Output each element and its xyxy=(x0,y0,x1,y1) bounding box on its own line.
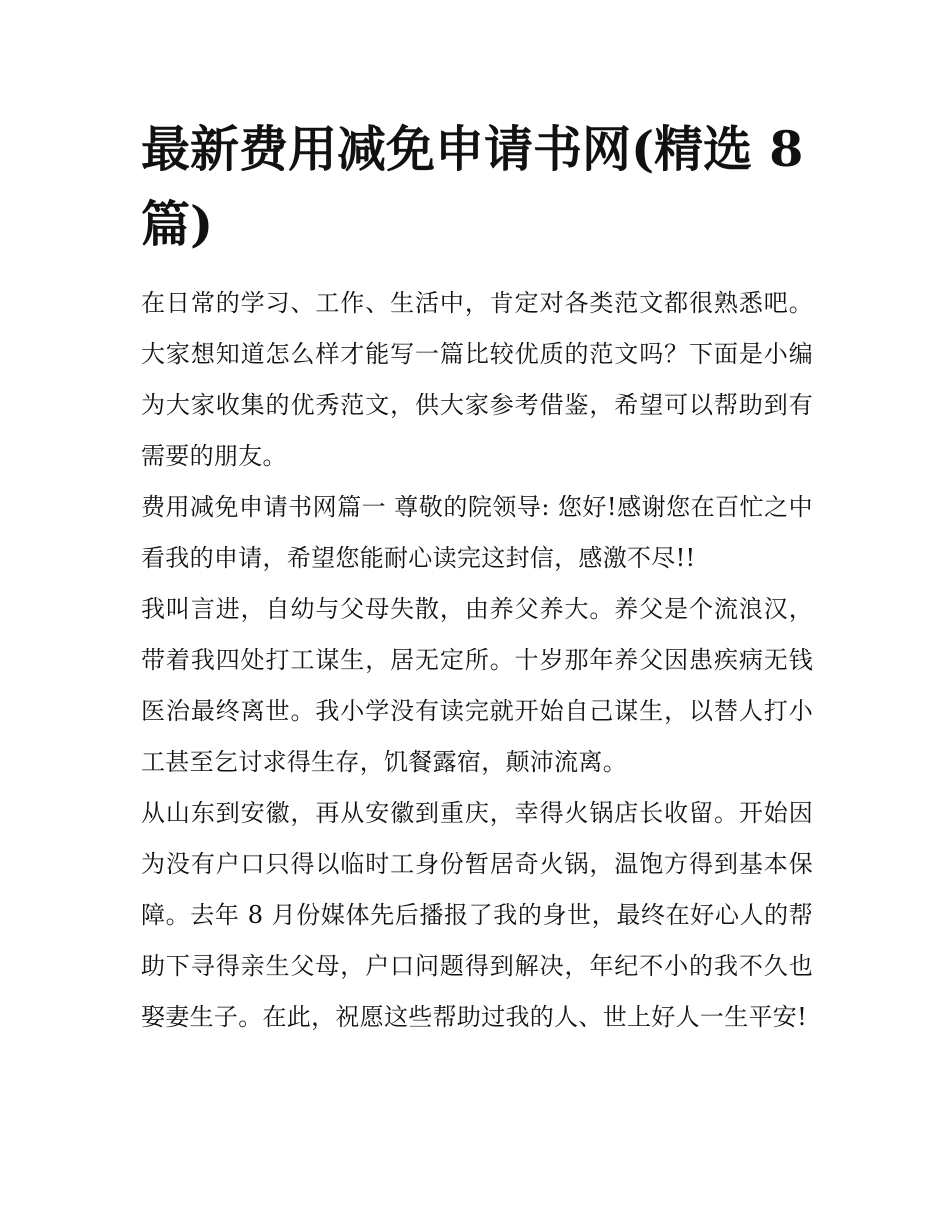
document-title: 最新费用减免申请书网(精选 8 篇) xyxy=(141,120,804,253)
background-paragraph: 我叫言进，自幼与父母失散，由养父养大。养父是个流浪汉，带着我四处打工谋生，居无定所。十岁那年养父因患疾病无钱医治最终离世。我小学没有读完就开始自己谋生，以替人打小工甚至乞讨求得生存，饥餐露宿，颠沛流离。 xyxy=(141,595,813,776)
document-body xyxy=(141,112,813,1043)
salutation-paragraph: 费用减免申请书网篇一 尊敬的院领导: 您好!感谢您在百忙之中看我的申请，希望您能耐心读完这封信，感激不尽!! xyxy=(141,493,813,572)
intro-paragraph: 在日常的学习、工作、生活中，肯定对各类范文都很熟悉吧。大家想知道怎么样才能写一篇比较优质的范文吗？下面是小编为大家收集的优秀范文，供大家参考借鉴，希望可以帮助到有需要的朋友。 xyxy=(141,289,813,470)
story-paragraph: 从山东到安徽，再从安徽到重庆，幸得火锅店长收留。开始因为没有户口只得以临时工身份暂居奇火锅，温饱方得到基本保障。去年 8 月份媒体先后播报了我的身世，最终在好心人的帮助下寻得亲生父母，户口问题得到解决，年纪不小的我不久也娶妻生子。在此，祝愿这些帮助过我的人、世上好人一生平安! xyxy=(141,799,813,1031)
